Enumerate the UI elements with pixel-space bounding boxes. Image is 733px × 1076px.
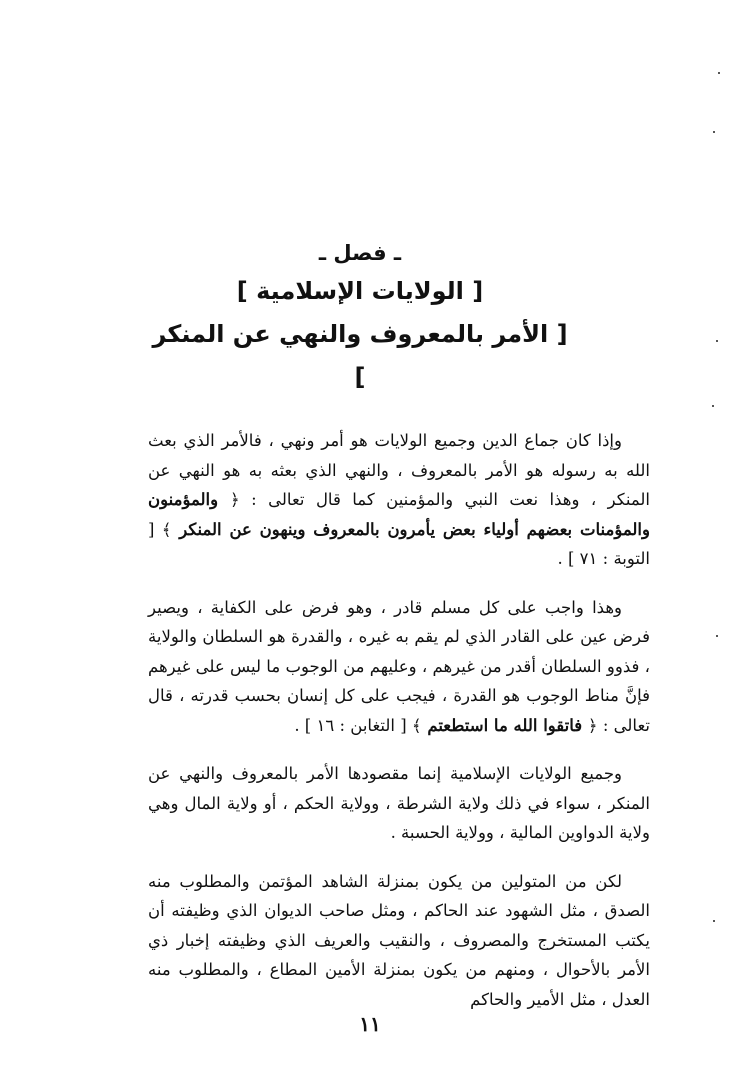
verse-reference-1: ﴾ [ التوبة : ٧١ ] . xyxy=(148,519,650,568)
verse-reference-2: ﴾ [ التغابن : ١٦ ] . xyxy=(294,715,422,735)
quran-verse-1: والمؤمنون والمؤمنات بعضهم أولياء بعض يأمرون بالمعروف وينهون عن المنكر xyxy=(148,490,650,539)
scan-speck xyxy=(718,72,720,74)
section-label: ـ فصل ـ xyxy=(318,241,402,265)
chapter-heading xyxy=(150,236,570,399)
paragraph-2-text: وهذا واجب على كل مسلم قادر ، وهو فرض على الكفاية ، ويصير فرض عين على القادر الذي لم يقم به غيره ، والقدرة هو السلطان والولاية ، فذوو السلطان أقدر من غيرهم ، وعليهم من الوجوب ما ليس على غيرهم فإنَّ مناط الوجوب هو القدرة ، فيجب على كل إنسان بحسب قدرته ، قال تعالى : ﴿ xyxy=(148,597,650,735)
paragraph-4 xyxy=(148,867,650,1015)
paragraph-3 xyxy=(148,759,650,848)
paragraph-1 xyxy=(148,426,650,574)
scan-speck xyxy=(713,131,715,133)
chapter-title: [ الولايات الإسلامية ] xyxy=(236,277,484,305)
scan-speck xyxy=(713,920,715,922)
scan-speck xyxy=(716,340,718,342)
page-number: ١١ xyxy=(359,1012,381,1036)
quran-verse-2: فاتقوا الله ما استطعتم xyxy=(421,715,588,735)
scan-speck xyxy=(712,405,714,407)
paragraph-4-text: لكن من المتولين من يكون بمنزلة الشاهد المؤتمن والمطلوب منه الصدق ، مثل الشهود عند الحاكم ، ومثل صاحب الديوان الذي وظيفته أن يكتب المستخرج والمصروف ، والنقيب والعريف الذي وظيفته إخبار ذي الأمر بالأحوال ، ومنهم من يكون بمنزلة الأمين المطاع ، والمطلوب منه العدل ، مثل الأمير والحاكم xyxy=(148,871,650,1009)
chapter-subtitle: [ الأمر بالمعروف والنهي عن المنكر ] xyxy=(152,320,568,391)
scan-speck xyxy=(716,635,718,637)
paragraph-2 xyxy=(148,593,650,741)
paragraph-3-text: وجميع الولايات الإسلامية إنما مقصودها الأمر بالمعروف والنهي عن المنكر ، سواء في ذلك ولاية الشرطة ، وولاية الحكم ، أو ولاية المال وهي ولاية الدواوين المالية ، وولاية الحسبة . xyxy=(148,764,650,842)
paragraph-1-text: وإذا كان جماع الدين وجميع الولايات هو أمر ونهي ، فالأمر الذي بعث الله به رسوله هو الأمر بالمعروف ، والنهي الذي بعثه به هو النهي عن المنكر ، وهذا نعت النبي والمؤمنين كما قال تعالى : ﴿ xyxy=(148,431,650,509)
body-text xyxy=(148,426,650,1033)
